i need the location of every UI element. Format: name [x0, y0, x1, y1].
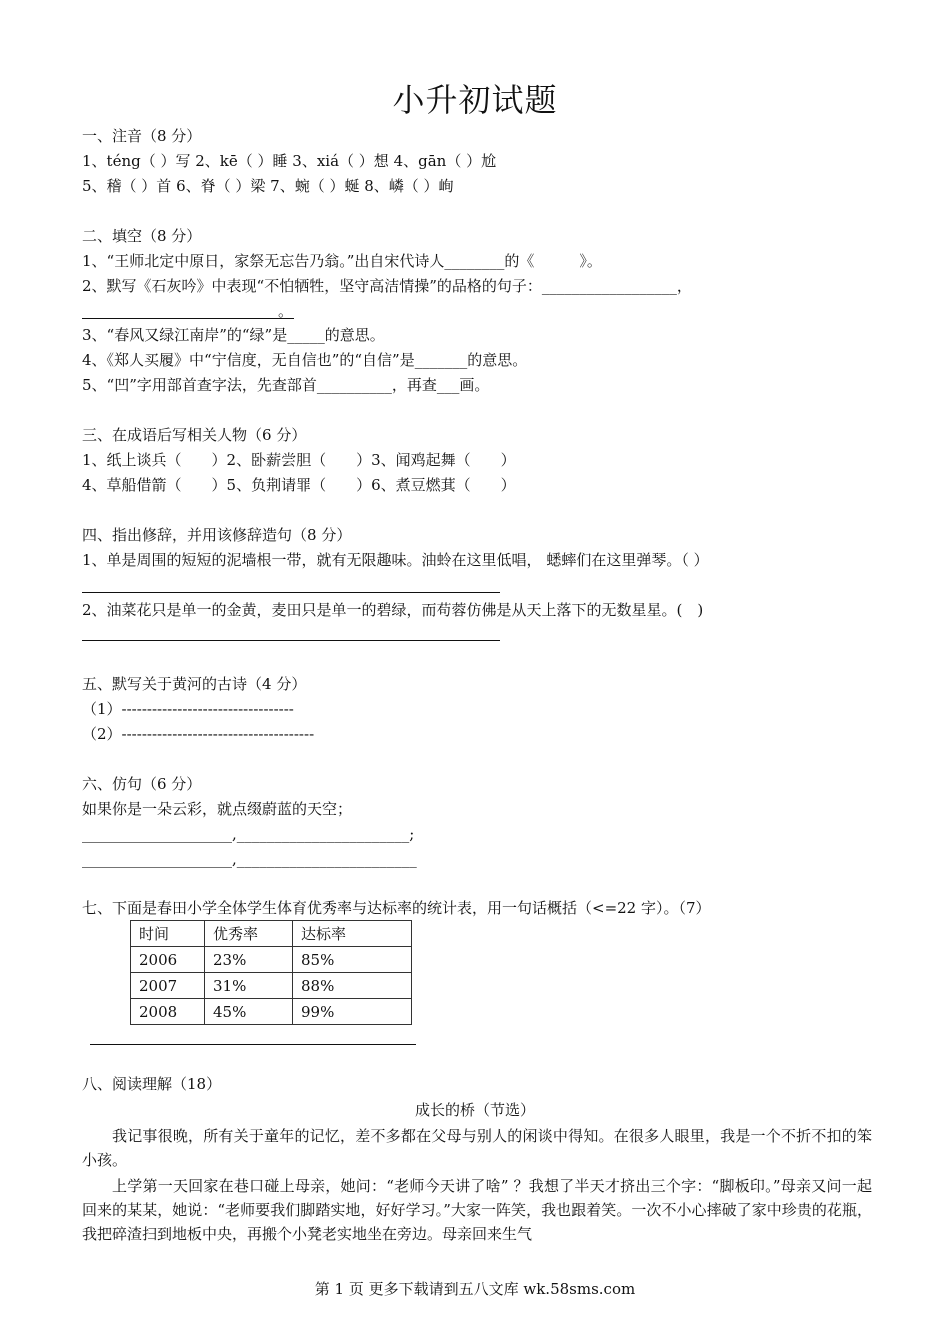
- article-paragraph-2: 上学第一天回家在巷口碰上母亲，她问：“老师今天讲了啥” ？我想了半天才挤出三个字：“脚板印。”母亲又问一起回来的某某，她说：“老师要我们脚踏实地，好好学习。”大家一阵笑，我也跟着笑。一次不小心摔破了家中珍贵的花瓶，我把碎渣扫到地板中央，再搬个小凳老实地坐在旁边。母亲回来生气: [82, 1177, 872, 1243]
- section-3-line-2: 4、草船借箭（ ）5、负荆请罪（ ）6、煮豆燃萁（ ）: [82, 476, 516, 494]
- section-6-answer-line-1: ____________________,_______________________;: [82, 825, 415, 843]
- section-6-answer-line-2: ____________________,________________________: [82, 850, 417, 868]
- table-header-cell: 时间: [131, 921, 205, 947]
- section-8-heading: 八、阅读理解（18）: [82, 1075, 222, 1093]
- table-header-cell: 达标率: [293, 921, 412, 947]
- table-cell: 31%: [205, 973, 293, 999]
- answer-line: [82, 640, 500, 641]
- table-cell: 88%: [293, 973, 412, 999]
- table-cell: 2008: [131, 999, 205, 1025]
- section-2-question-3: 3、“春风又绿江南岸”的“绿”是_____的意思。: [82, 326, 385, 344]
- section-3-heading: 三、在成语后写相关人物（6 分）: [82, 426, 307, 444]
- table-cell: 2007: [131, 973, 205, 999]
- section-2-question-2: 2、默写《石灰吟》中表现“不怕牺牲，坚守高洁情操”的品格的句子：__________________，: [82, 277, 692, 295]
- section-1-line-2: 5、稽（ ）首 6、脊（ ）梁 7、蜿（ ）蜒 8、嶙（ ）峋: [82, 177, 454, 195]
- section-6-prompt: 如果你是一朵云彩，就点缀蔚蓝的天空；: [82, 800, 353, 818]
- article-title: 成长的桥（节选）: [414, 1101, 535, 1119]
- answer-line: [82, 318, 294, 319]
- section-3-line-1: 1、纸上谈兵（ ）2、卧薪尝胆（ ）3、闻鸡起舞（ ）: [82, 451, 516, 469]
- answer-line: [90, 1044, 416, 1045]
- table-row: [131, 947, 412, 973]
- section-5-line-1: （1）----------------------------------: [82, 700, 294, 718]
- section-2-question-5: 5、“凹”字用部首查字法，先查部首__________，再查___画。: [82, 376, 490, 394]
- table-cell: 23%: [205, 947, 293, 973]
- table-cell: 2006: [131, 947, 205, 973]
- answer-line: [82, 592, 500, 593]
- section-4-question-1: 1、单是周围的短短的泥墙根一带，就有无限趣味。油蛉在这里低唱， 蟋蟀们在这里弹琴。（ ）: [82, 551, 709, 569]
- table-cell: 45%: [205, 999, 293, 1025]
- section-6-heading: 六、仿句（6 分）: [82, 775, 202, 793]
- section-2-heading: 二、填空（8 分）: [82, 227, 202, 245]
- table-cell: 99%: [293, 999, 412, 1025]
- section-2-question-4: 4、《郑人买履》中“宁信度，无自信也”的“自信”是_______的意思。: [82, 351, 528, 369]
- section-4-heading: 四、指出修辞，并用该修辞造句（8 分）: [82, 526, 352, 544]
- section-2-question-2-end: 。: [278, 302, 294, 320]
- section-7-heading: 七、下面是春田小学全体学生体育优秀率与达标率的统计表，用一句话概括（<=22 字）。（7）: [82, 899, 711, 917]
- table-cell: 85%: [293, 947, 412, 973]
- section-4-question-2: 2、油菜花只是单一的金黄，麦田只是单一的碧绿，而苟蓉仿佛是从天上落下的无数星星。( ): [82, 601, 704, 619]
- table-header-cell: 优秀率: [205, 921, 293, 947]
- table-row: [131, 973, 412, 999]
- section-5-heading: 五、默写关于黄河的古诗（4 分）: [82, 675, 307, 693]
- table-row: [131, 999, 412, 1025]
- page-title: 小升初试题: [392, 81, 558, 119]
- section-1-heading: 一、注音（8 分）: [82, 127, 202, 145]
- article-paragraph-1: 我记事很晚，所有关于童年的记忆，差不多都在父母与别人的闲谈中得知。在很多人眼里，我是一个不折不扣的笨小孩。: [82, 1127, 872, 1169]
- table-header-row: [131, 921, 412, 947]
- page-footer: 第 1 页 更多下载请到五八文库 wk.58sms.com: [314, 1280, 636, 1298]
- stats-table: [130, 920, 412, 1025]
- section-5-line-2: （2）--------------------------------------: [82, 725, 315, 743]
- section-1-line-1: 1、téng（ ）写 2、kē（ ）睡 3、xiá（ ）想 4、gān（ ）尬: [82, 152, 497, 170]
- section-2-question-1: 1、“王师北定中原日，家祭无忘告乃翁。”出自宋代诗人________的《 》。: [82, 252, 602, 270]
